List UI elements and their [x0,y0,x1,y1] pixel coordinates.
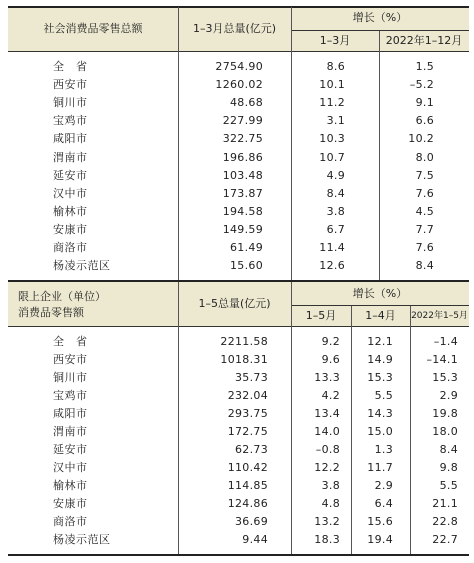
total-value: 15.60 [230,259,263,272]
region-name: 咸阳市 [53,407,88,420]
growth-2022-1-5: 22.7 [432,533,458,546]
table2-col-g2: 1–4月 [365,309,396,322]
growth-1-4: 14.3 [367,407,393,420]
region-name: 铜川市 [53,371,88,384]
table1-col-region: 社会消费品零售总额 [43,22,143,35]
growth-2022: 1.5 [415,60,434,73]
region-name: 延安市 [53,169,88,182]
growth-1-4: 11.7 [367,461,393,474]
total-value: 149.59 [222,223,263,236]
growth-1-5: 13.3 [314,371,340,384]
growth-1-4: 12.1 [367,335,393,348]
growth-1-4: 2.9 [374,479,393,492]
region-name: 咸阳市 [53,132,88,145]
growth-1-4: 15.6 [367,515,393,528]
region-name: 商洛市 [53,241,88,254]
total-value: 196.86 [222,151,263,164]
region-name: 渭南市 [53,151,88,164]
growth-1-3: 11.4 [319,241,345,254]
growth-1-5: 13.4 [314,407,340,420]
region-name: 汉中市 [53,187,88,200]
growth-2022: 7.5 [415,169,434,182]
total-value: 2211.58 [220,335,268,348]
growth-2022-1-5: 21.1 [432,497,458,510]
total-value: 9.44 [242,533,268,546]
table1-header-mid-rule [291,30,469,31]
growth-1-4: 15.0 [367,425,393,438]
total-value: 61.49 [230,241,263,254]
total-value: 35.73 [235,371,268,384]
growth-2022-1-5: –1.4 [433,335,458,348]
total-value: 62.73 [235,443,268,456]
growth-1-3: 10.1 [319,78,345,91]
growth-1-5: 12.2 [314,461,340,474]
region-name: 汉中市 [53,461,88,474]
region-name: 安康市 [53,223,88,236]
growth-1-3: 8.6 [326,60,345,73]
growth-1-5: 3.8 [321,479,340,492]
region-name: 榆林市 [53,205,88,218]
total-value: 36.69 [235,515,268,528]
growth-1-5: 14.0 [314,425,340,438]
growth-2022-1-5: 8.4 [439,443,458,456]
total-value: 103.48 [222,169,263,182]
growth-2022: 7.6 [415,187,434,200]
growth-1-4: 15.3 [367,371,393,384]
total-value: 173.87 [222,187,263,200]
table2-col-g1: 1–5月 [305,309,337,322]
table2-col-g3: 2022年1–5月 [411,311,468,321]
table1-top-rule [8,6,469,8]
total-value: 1018.31 [220,353,268,366]
region-name: 宝鸡市 [53,114,88,127]
growth-2022-1-5: –14.1 [426,353,458,366]
growth-1-4: 19.4 [367,533,393,546]
total-value: 172.75 [227,425,268,438]
growth-1-4: 5.5 [374,389,393,402]
table2-header-bottom-rule [8,326,469,327]
growth-2022: 10.2 [408,132,434,145]
growth-1-4: 14.9 [367,353,393,366]
region-name: 铜川市 [53,96,88,109]
table2-col-total: 1–5总量(亿元) [198,297,271,310]
total-value: 114.85 [227,479,268,492]
growth-2022: 9.1 [415,96,434,109]
growth-1-5: 18.3 [314,533,340,546]
growth-2022: 6.6 [415,114,434,127]
table2-col-growth: 增长（%） [352,287,408,300]
region-name: 商洛市 [53,515,88,528]
growth-2022: 7.6 [415,241,434,254]
region-name: 全 省 [53,335,88,348]
growth-1-4: 6.4 [374,497,393,510]
region-name: 西安市 [53,353,88,366]
growth-2022: 8.4 [415,259,434,272]
region-name: 宝鸡市 [53,389,88,402]
region-name: 榆林市 [53,479,88,492]
growth-1-5: 9.2 [321,335,340,348]
growth-2022: 7.7 [415,223,434,236]
total-value: 2754.90 [215,60,263,73]
growth-1-3: 12.6 [319,259,345,272]
growth-1-3: 8.4 [326,187,345,200]
growth-2022: 4.5 [415,205,434,218]
region-name: 杨凌示范区 [53,259,111,272]
total-value: 227.99 [222,114,263,127]
table1-header-bottom-rule [8,51,469,52]
growth-1-5: –0.8 [315,443,340,456]
region-name: 渭南市 [53,425,88,438]
growth-1-5: 4.2 [321,389,340,402]
growth-2022-1-5: 2.9 [439,389,458,402]
region-name: 西安市 [53,78,88,91]
table1-col-g1: 1–3月 [319,34,351,47]
total-value: 48.68 [230,96,263,109]
region-name: 延安市 [53,443,88,456]
growth-1-3: 3.8 [326,205,345,218]
region-name: 全 省 [53,60,88,73]
total-value: 293.75 [227,407,268,420]
growth-1-3: 10.3 [319,132,345,145]
growth-1-3: 4.9 [326,169,345,182]
table2-bottom-rule [8,554,469,556]
growth-1-5: 4.8 [321,497,340,510]
growth-2022: –5.2 [409,78,434,91]
table2-col-region-line1: 限上企业（单位） [18,290,106,303]
total-value: 194.58 [222,205,263,218]
table1-col-g2: 2022年1–12月 [385,34,463,47]
total-value: 110.42 [227,461,268,474]
table2-header-mid-rule [291,305,469,306]
region-name: 杨凌示范区 [53,533,111,546]
growth-1-3: 6.7 [326,223,345,236]
growth-1-3: 11.2 [319,96,345,109]
growth-2022-1-5: 15.3 [432,371,458,384]
total-value: 232.04 [227,389,268,402]
growth-1-4: 1.3 [374,443,393,456]
growth-2022-1-5: 9.8 [439,461,458,474]
growth-1-3: 3.1 [326,114,345,127]
total-value: 322.75 [222,132,263,145]
growth-2022-1-5: 19.8 [432,407,458,420]
table1-col-total: 1–3月总量(亿元) [192,22,277,35]
growth-1-5: 13.2 [314,515,340,528]
table2-col-region-line2: 消费品零售额 [18,306,84,319]
growth-1-5: 9.6 [321,353,340,366]
growth-2022-1-5: 5.5 [439,479,458,492]
growth-2022-1-5: 22.8 [432,515,458,528]
growth-1-3: 10.7 [319,151,345,164]
total-value: 1260.02 [215,78,263,91]
growth-2022: 8.0 [415,151,434,164]
region-name: 安康市 [53,497,88,510]
growth-2022-1-5: 18.0 [432,425,458,438]
table1-col-growth: 增长（%） [352,11,408,24]
total-value: 124.86 [227,497,268,510]
